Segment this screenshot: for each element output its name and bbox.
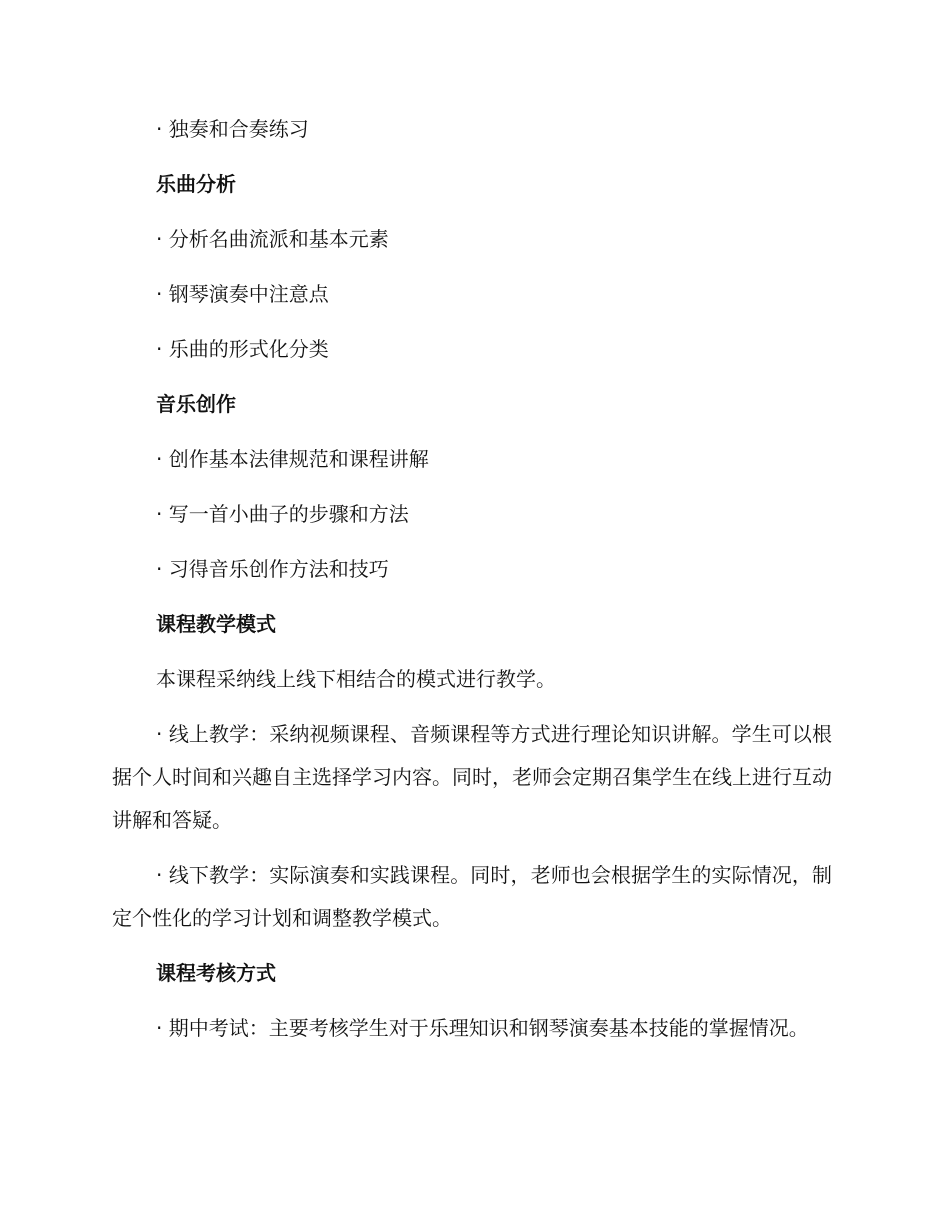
paragraph-midterm-exam <box>112 1007 832 1050</box>
section-heading-teaching-mode: 课程教学模式 <box>156 612 276 636</box>
list-item-solo-ensemble: · 独奏和合奏练习 <box>156 117 309 141</box>
section-heading-assessment: 课程考核方式 <box>156 961 276 985</box>
list-item-analyze-genres: · 分析名曲流派和基本元素 <box>156 227 389 251</box>
section-heading-music-analysis: 乐曲分析 <box>156 172 236 196</box>
list-item-piano-points: · 钢琴演奏中注意点 <box>156 282 329 306</box>
paragraph-midterm-exam-text: · 期中考试：主要考核学生对于乐理知识和钢琴演奏基本技能的掌握情况。 <box>156 1016 809 1040</box>
list-item-form-classification: · 乐曲的形式化分类 <box>156 337 329 361</box>
paragraph-teaching-intro: 本课程采纳线上线下相结合的模式进行教学。 <box>156 667 556 691</box>
list-item-write-piece: · 写一首小曲子的步骤和方法 <box>156 502 409 526</box>
document-content <box>112 108 832 1062</box>
paragraph-online-teaching-text: · 线上教学：采纳视频课程、音频课程等方式进行理论知识讲解。学生可以根据个人时间和兴趣自主选择学习内容。同时，老师会定期召集学生在线上进行互动讲解和答疑。 <box>112 722 832 832</box>
paragraph-online-teaching <box>112 713 832 842</box>
paragraph-offline-teaching <box>112 854 832 940</box>
section-heading-music-creation: 音乐创作 <box>156 392 236 416</box>
list-item-creation-rules: · 创作基本法律规范和课程讲解 <box>156 447 429 471</box>
list-item-creation-skills: · 习得音乐创作方法和技巧 <box>156 557 389 581</box>
paragraph-offline-teaching-text: · 线下教学：实际演奏和实践课程。同时，老师也会根据学生的实际情况，制定个性化的学习计划和调整教学模式。 <box>112 863 832 930</box>
